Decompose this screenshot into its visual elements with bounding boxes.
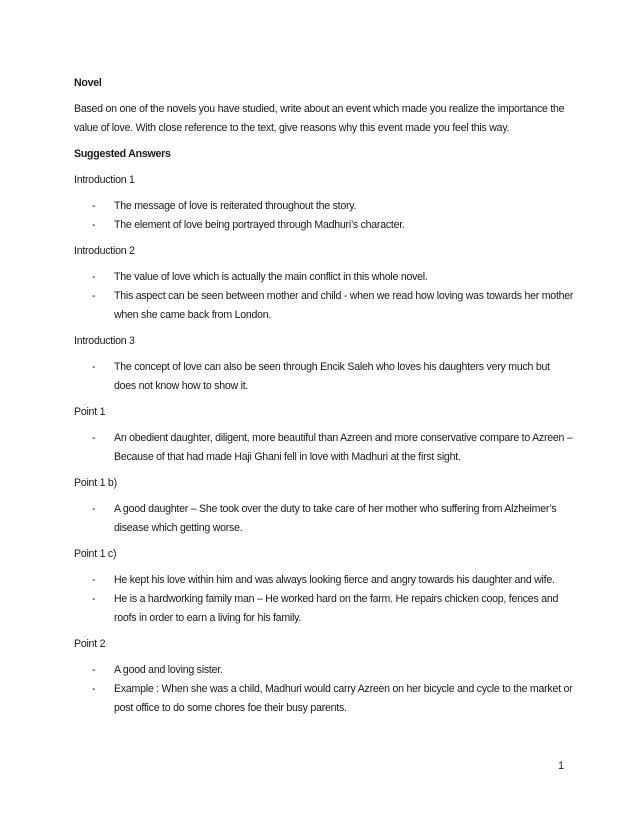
list-item-text: The message of love is reiterated throughout the story. bbox=[114, 200, 357, 212]
list-item bbox=[74, 661, 574, 680]
list-item-text: A good daughter – She took over the duty to take care of her mother who suffering from Alzheimer’s disease which getting worse. bbox=[114, 503, 557, 534]
question-text: Based on one of the novels you have studied, write about an event which made you realize the importance the value of love. With close reference to the text, give reasons why this event made you feel this way. bbox=[74, 103, 565, 134]
section-label: Point 1 b) bbox=[74, 477, 117, 489]
list-item bbox=[74, 429, 574, 467]
dash-bullet: - bbox=[92, 219, 96, 231]
list-item bbox=[74, 590, 574, 628]
dash-bullet: - bbox=[92, 593, 96, 605]
list-item bbox=[74, 571, 574, 590]
list-item bbox=[74, 216, 574, 235]
list-item-text: The value of love which is actually the main conflict in this whole novel. bbox=[114, 271, 428, 283]
list-item-text: An obedient daughter, diligent, more beautiful than Azreen and more conservative compare to Azreen – Because of that had made Haji Ghani fell in love with Madhuri at the first sight. bbox=[114, 432, 573, 463]
suggested-answers-heading: Suggested Answers bbox=[74, 148, 171, 160]
section-label: Introduction 1 bbox=[74, 174, 135, 186]
list-item-text: A good and loving sister. bbox=[114, 664, 223, 676]
list-item bbox=[74, 197, 574, 216]
section-label: Point 1 c) bbox=[74, 548, 117, 560]
dash-bullet: - bbox=[92, 271, 96, 283]
list-item-text: He is a hardworking family man – He worked hard on the farm. He repairs chicken coop, fences and roofs in order to earn a living for his family. bbox=[114, 593, 559, 624]
section-label: Introduction 2 bbox=[74, 245, 135, 257]
bullet-list bbox=[74, 429, 574, 467]
bullet-list bbox=[74, 358, 574, 396]
dash-bullet: - bbox=[92, 432, 96, 444]
document-title: Novel bbox=[74, 77, 102, 89]
bullet-list bbox=[74, 571, 574, 628]
section-label: Point 2 bbox=[74, 638, 106, 650]
dash-bullet: - bbox=[92, 503, 96, 515]
dash-bullet: - bbox=[92, 361, 96, 373]
list-item bbox=[74, 287, 574, 325]
page-number: 1 bbox=[558, 760, 564, 772]
bullet-list bbox=[74, 500, 574, 538]
dash-bullet: - bbox=[92, 683, 96, 695]
list-item-text: Example : When she was a child, Madhuri would carry Azreen on her bicycle and cycle to the market or post office to do some chores foe their busy parents. bbox=[114, 683, 573, 714]
list-item bbox=[74, 268, 574, 287]
list-item-text: The concept of love can also be seen through Encik Saleh who loves his daughters very much but does not know how to show it. bbox=[114, 361, 550, 392]
document-body bbox=[74, 74, 574, 725]
list-item-text: He kept his love within him and was always looking fierce and angry towards his daughter and wife. bbox=[114, 574, 555, 586]
dash-bullet: - bbox=[92, 200, 96, 212]
answer-sections bbox=[74, 171, 574, 718]
section-label: Point 1 bbox=[74, 406, 106, 418]
bullet-list bbox=[74, 661, 574, 718]
list-item-text: The element of love being portrayed through Madhuri’s character. bbox=[114, 219, 405, 231]
list-item bbox=[74, 680, 574, 718]
dash-bullet: - bbox=[92, 574, 96, 586]
list-item bbox=[74, 500, 574, 538]
dash-bullet: - bbox=[92, 290, 96, 302]
list-item bbox=[74, 358, 574, 396]
dash-bullet: - bbox=[92, 664, 96, 676]
section-label: Introduction 3 bbox=[74, 335, 135, 347]
bullet-list bbox=[74, 197, 574, 235]
bullet-list bbox=[74, 268, 574, 325]
list-item-text: This aspect can be seen between mother and child - when we read how loving was towards her mother when she came back from London. bbox=[114, 290, 574, 321]
